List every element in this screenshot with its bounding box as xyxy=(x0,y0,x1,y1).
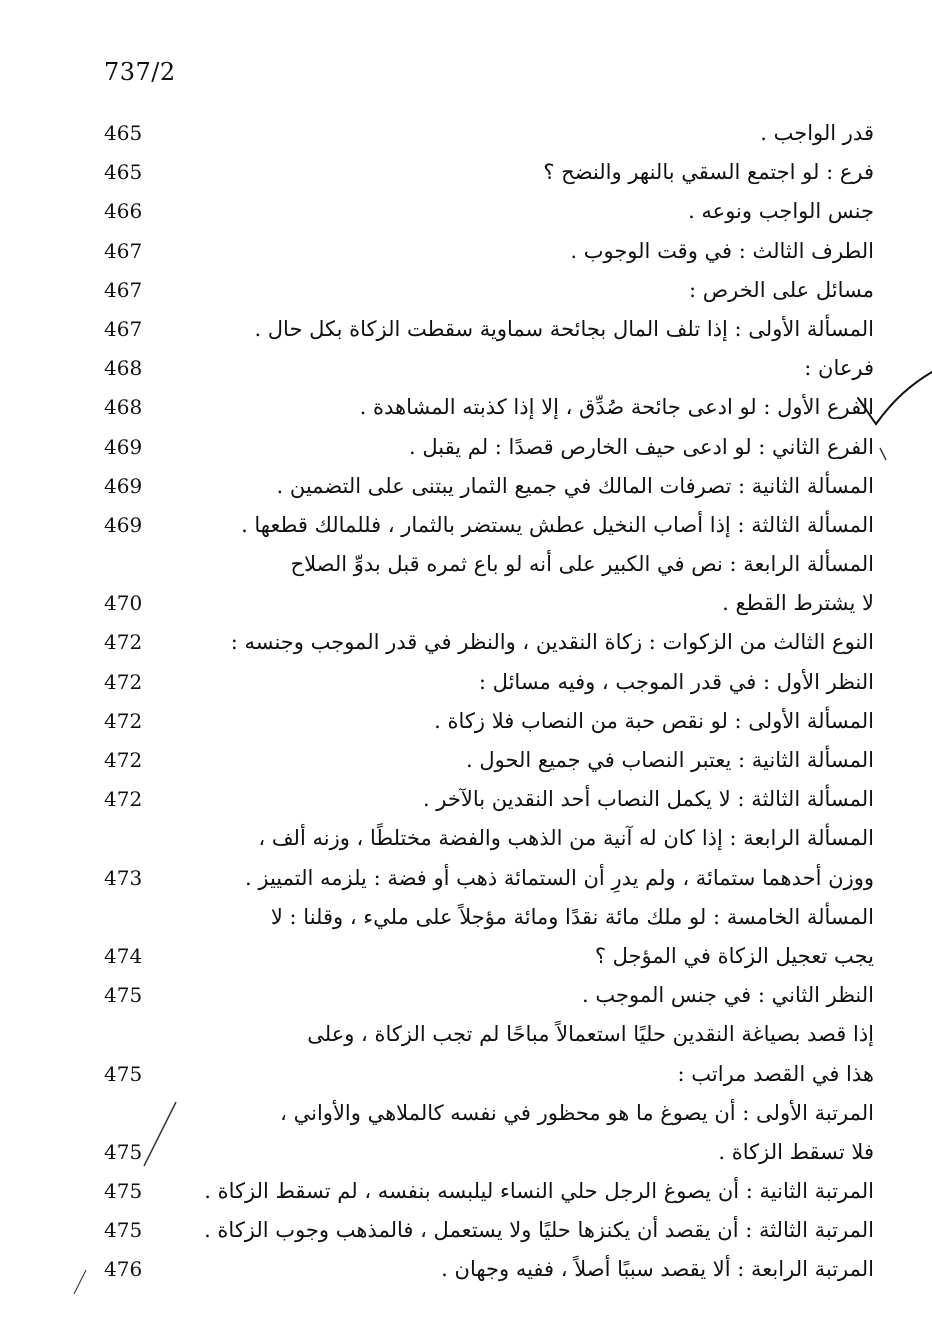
toc-page-number: 473 xyxy=(104,865,143,890)
toc-entry-text: المسألة الخامسة : لو ملك مائة نقدًا ومائة مؤجلاً على مليء ، وقلنا : لا xyxy=(270,904,874,929)
pen-tick-annotation xyxy=(878,446,890,464)
toc-page-number: 472 xyxy=(104,669,143,694)
toc-entry xyxy=(104,780,874,819)
toc-entry xyxy=(104,937,874,976)
toc-entry xyxy=(104,976,874,1015)
toc-entry xyxy=(104,663,874,702)
toc-entry xyxy=(104,310,874,349)
toc-entry xyxy=(104,153,874,192)
toc-entry xyxy=(104,545,874,584)
toc-entry xyxy=(104,192,874,231)
toc-entry xyxy=(104,859,874,898)
toc-entry-text: فلا تسقط الزكاة . xyxy=(718,1139,874,1164)
toc-entry-text: الفرع الثاني : لو ادعى حيف الخارص قصدًا : لم يقبل . xyxy=(409,434,874,459)
toc-entry xyxy=(104,388,874,427)
toc-entry-text: المسألة الأولى : لو نقص حبة من النصاب فلا زكاة . xyxy=(434,708,874,733)
toc-entry-text: النوع الثالث من الزكوات : زكاة النقدين ، والنظر في قدر الموجب وجنسه : xyxy=(230,630,874,655)
page-number: 737/2 xyxy=(104,58,176,86)
toc-entry xyxy=(104,232,874,271)
toc-entry-text: المسألة الرابعة : نص في الكبير على أنه لو باع ثمره قبل بدوِّ الصلاح xyxy=(290,552,874,577)
toc-page-number: 472 xyxy=(104,708,143,733)
toc-entry xyxy=(104,349,874,388)
pen-stroke-annotation xyxy=(70,1268,90,1296)
toc-page-number: 468 xyxy=(104,356,143,381)
toc-entry-text: إذا قصد بصياغة النقدين حليًا استعمالاً مباحًا لم تجب الزكاة ، وعلى xyxy=(307,1022,874,1047)
toc-page-number: 470 xyxy=(104,591,143,616)
toc-page-number: 475 xyxy=(104,1061,143,1086)
toc-entry-text: قدر الواجب . xyxy=(760,121,874,145)
toc-entry-text: فرع : لو اجتمع السقي بالنهر والنضح ؟ xyxy=(543,160,874,185)
toc-entry xyxy=(104,819,874,858)
toc-entry xyxy=(104,1211,874,1250)
toc-entry xyxy=(104,506,874,545)
toc-entry-text: المرتبة الثالثة : أن يقصد أن يكنزها حليًا ولا يستعمل ، فالمذهب وجوب الزكاة . xyxy=(204,1218,874,1243)
toc-page-number: 469 xyxy=(104,512,143,537)
toc-entry-text: المسألة الثالثة : إذا أصاب النخيل عطش يستضر بالثمار ، فللمالك قطعها . xyxy=(241,512,874,537)
toc-entry-text: لا يشترط القطع . xyxy=(722,591,874,616)
toc-page-number: 465 xyxy=(104,160,143,185)
toc-page-number: 476 xyxy=(104,1257,143,1282)
toc-page-number: 475 xyxy=(104,1179,143,1204)
toc-page-number: 472 xyxy=(104,787,143,812)
toc-page-number: 467 xyxy=(104,277,143,302)
toc-entry-text: المسألة الثالثة : لا يكمل النصاب أحد النقدين بالآخر . xyxy=(422,787,874,812)
toc-entry xyxy=(104,1250,874,1289)
toc-entry-text: يجب تعجيل الزكاة في المؤجل ؟ xyxy=(594,943,874,968)
toc-entry-text: المسألة الأولى : إذا تلف المال بجائحة سماوية سقطت الزكاة بكل حال . xyxy=(254,316,874,341)
toc-page-number: 472 xyxy=(104,630,143,655)
toc-page-number: 467 xyxy=(104,316,143,341)
toc-entry-text: جنس الواجب ونوعه . xyxy=(688,199,874,224)
toc-entry-text: هذا في القصد مراتب : xyxy=(677,1061,874,1086)
toc-page-number: 466 xyxy=(104,199,143,224)
toc-page-number: 472 xyxy=(104,748,143,772)
toc-page-number: 475 xyxy=(104,983,143,1008)
toc-entry xyxy=(104,467,874,506)
toc-page-number: 465 xyxy=(104,121,143,145)
toc-entry-text: ووزن أحدهما ستمائة ، ولم يدرِ أن الستمائة ذهب أو فضة : يلزمه التمييز . xyxy=(245,865,874,890)
toc-entry-text: الطرف الثالث : في وقت الوجوب . xyxy=(570,238,874,263)
toc-entry-text: المسألة الرابعة : إذا كان له آنية من الذهب والفضة مختلطًا ، وزنه ألف ، xyxy=(258,826,874,851)
toc-entry xyxy=(104,584,874,623)
toc-page-number: 475 xyxy=(104,1139,143,1164)
toc-entry xyxy=(104,1133,874,1172)
toc-page-number: 475 xyxy=(104,1218,143,1243)
toc-entry xyxy=(104,702,874,741)
toc-page-number: 474 xyxy=(104,943,143,968)
toc-entry xyxy=(104,898,874,937)
toc-entry xyxy=(104,428,874,467)
toc-entry xyxy=(104,1055,874,1094)
toc-entry xyxy=(104,1015,874,1054)
toc-entry-text: المسألة الثانية : يعتبر النصاب في جميع الحول . xyxy=(466,748,874,772)
toc-entry xyxy=(104,623,874,662)
toc-entry xyxy=(104,271,874,310)
toc-page-number: 469 xyxy=(104,473,143,498)
toc-entry-text: فرعان : xyxy=(804,356,874,381)
toc-entry-text: المرتبة الثانية : أن يصوغ الرجل حلي النساء ليلبسه بنفسه ، لم تسقط الزكاة . xyxy=(204,1179,874,1204)
toc-entry-text: المرتبة الأولى : أن يصوغ ما هو محظور في نفسه كالملاهي والأواني ، xyxy=(280,1100,874,1125)
toc-entry xyxy=(104,1094,874,1133)
toc-page-number: 467 xyxy=(104,238,143,263)
toc-entry-text: المسألة الثانية : تصرفات المالك في جميع الثمار يبتنى على التضمين . xyxy=(276,473,874,498)
toc-entry-text: مسائل على الخرص : xyxy=(689,277,874,302)
toc-entry-text: الفرع الأول : لو ادعى جائحة صُدِّق ، إلا إذا كذبته المشاهدة . xyxy=(359,395,874,420)
toc-page-number: 469 xyxy=(104,434,143,459)
toc-entry xyxy=(104,114,874,153)
toc-entry-text: النظر الثاني : في جنس الموجب . xyxy=(582,983,874,1008)
toc-entry xyxy=(104,741,874,780)
toc-entry-text: النظر الأول : في قدر الموجب ، وفيه مسائل : xyxy=(478,669,874,694)
toc-entry-text: المرتبة الرابعة : ألا يقصد سببًا أصلاً ، ففيه وجهان . xyxy=(441,1257,874,1282)
toc-page-number: 468 xyxy=(104,395,143,420)
toc-entry xyxy=(104,1172,874,1211)
table-of-contents xyxy=(104,114,874,1290)
